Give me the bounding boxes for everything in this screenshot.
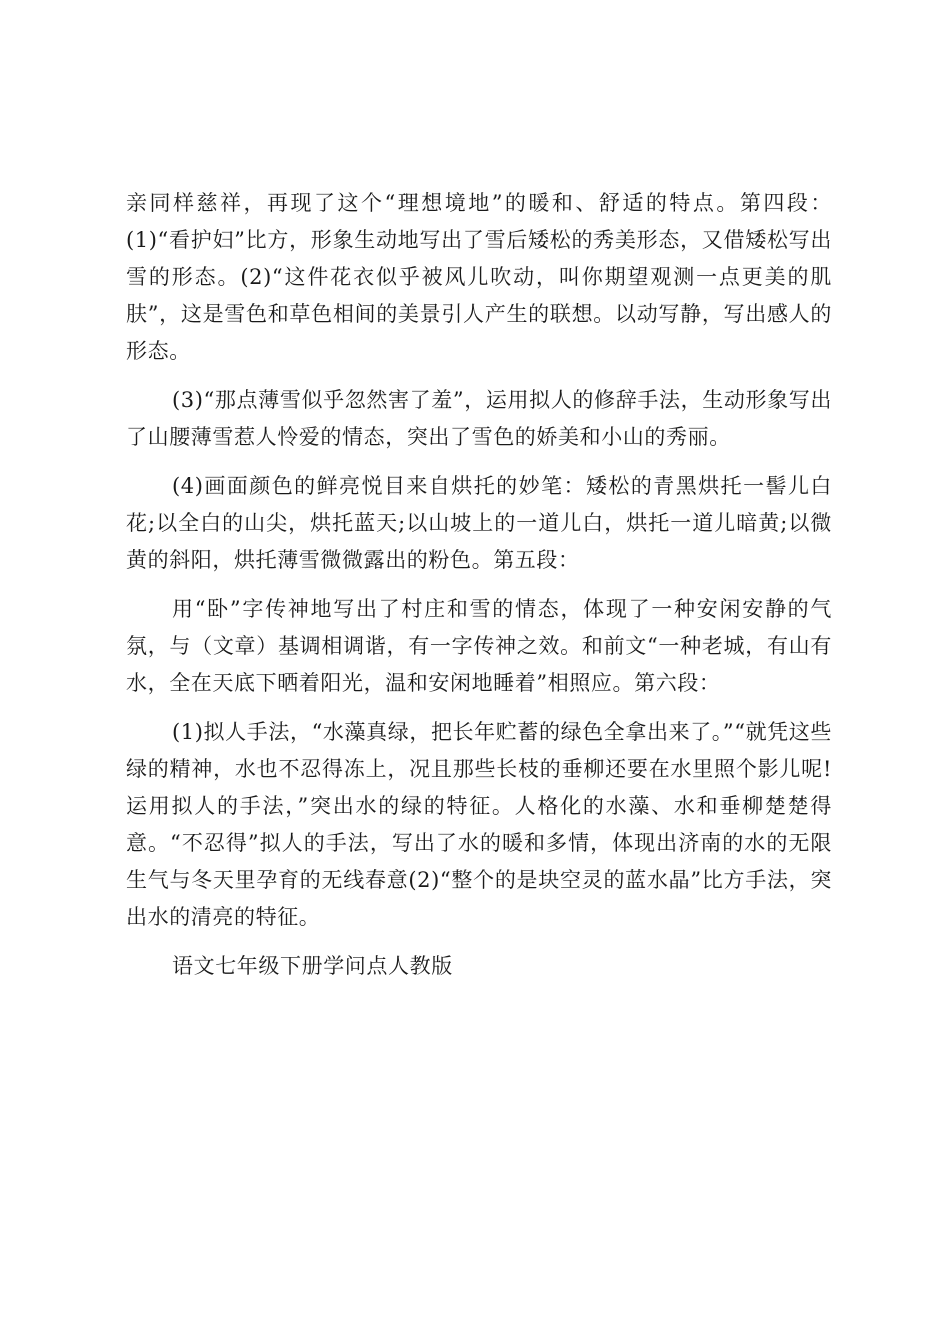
paragraph-2: (3)“那点薄雪似乎忽然害了羞”，运用拟人的修辞手法，生动形象写出了山腰薄雪惹人怜爱的情态，突出了雪色的娇美和小山的秀丽。	[126, 388, 832, 449]
paragraph-5: (1)拟人手法，“水藻真绿，把长年贮蓄的绿色全拿出来了。”“就凭这些绿的精神，水也不忍得冻上，况且那些长枝的垂柳还要在水里照个影儿呢!运用拟人的手法，”突出水的绿的特征。人格化的水藻、水和垂柳楚楚得意。“不忍得”拟人的手法，写出了水的暖和多情，体现出济南的水的无限生气与冬天里孕育的无线春意(2)“整个的是块空灵的蓝水晶”比方手法，突出水的清亮的特征。	[126, 720, 832, 929]
heading-line: 语文七年级下册学问点人教版	[172, 954, 453, 978]
paragraph-4: 用“卧”字传神地写出了村庄和雪的情态，体现了一种安闲安静的气氛，与（文章）基调相调谐，有一字传神之效。和前文“一种老城，有山有水，全在天底下晒着阳光，温和安闲地睡着”相照应。第六段：	[126, 597, 832, 695]
paragraph-1: 亲同样慈祥，再现了这个“理想境地”的暖和、舒适的特点。第四段：(1)“看护妇”比方，形象生动地写出了雪后矮松的秀美形态，又借矮松写出雪的形态。(2)“这件花衣似乎被风儿吹动，叫你期望观测一点更美的肌肤”，这是雪色和草色相间的美景引人产生的联想。以动写静，写出感人的形态。	[126, 191, 832, 363]
document-body	[126, 185, 832, 997]
paragraph-3: (4)画面颜色的鲜亮悦目来自烘托的妙笔：矮松的青黑烘托一髻儿白花;以全白的山尖，烘托蓝天;以山坡上的一道儿白，烘托一道儿暗黄;以微黄的斜阳，烘托薄雪微微露出的粉色。第五段：	[126, 474, 832, 572]
